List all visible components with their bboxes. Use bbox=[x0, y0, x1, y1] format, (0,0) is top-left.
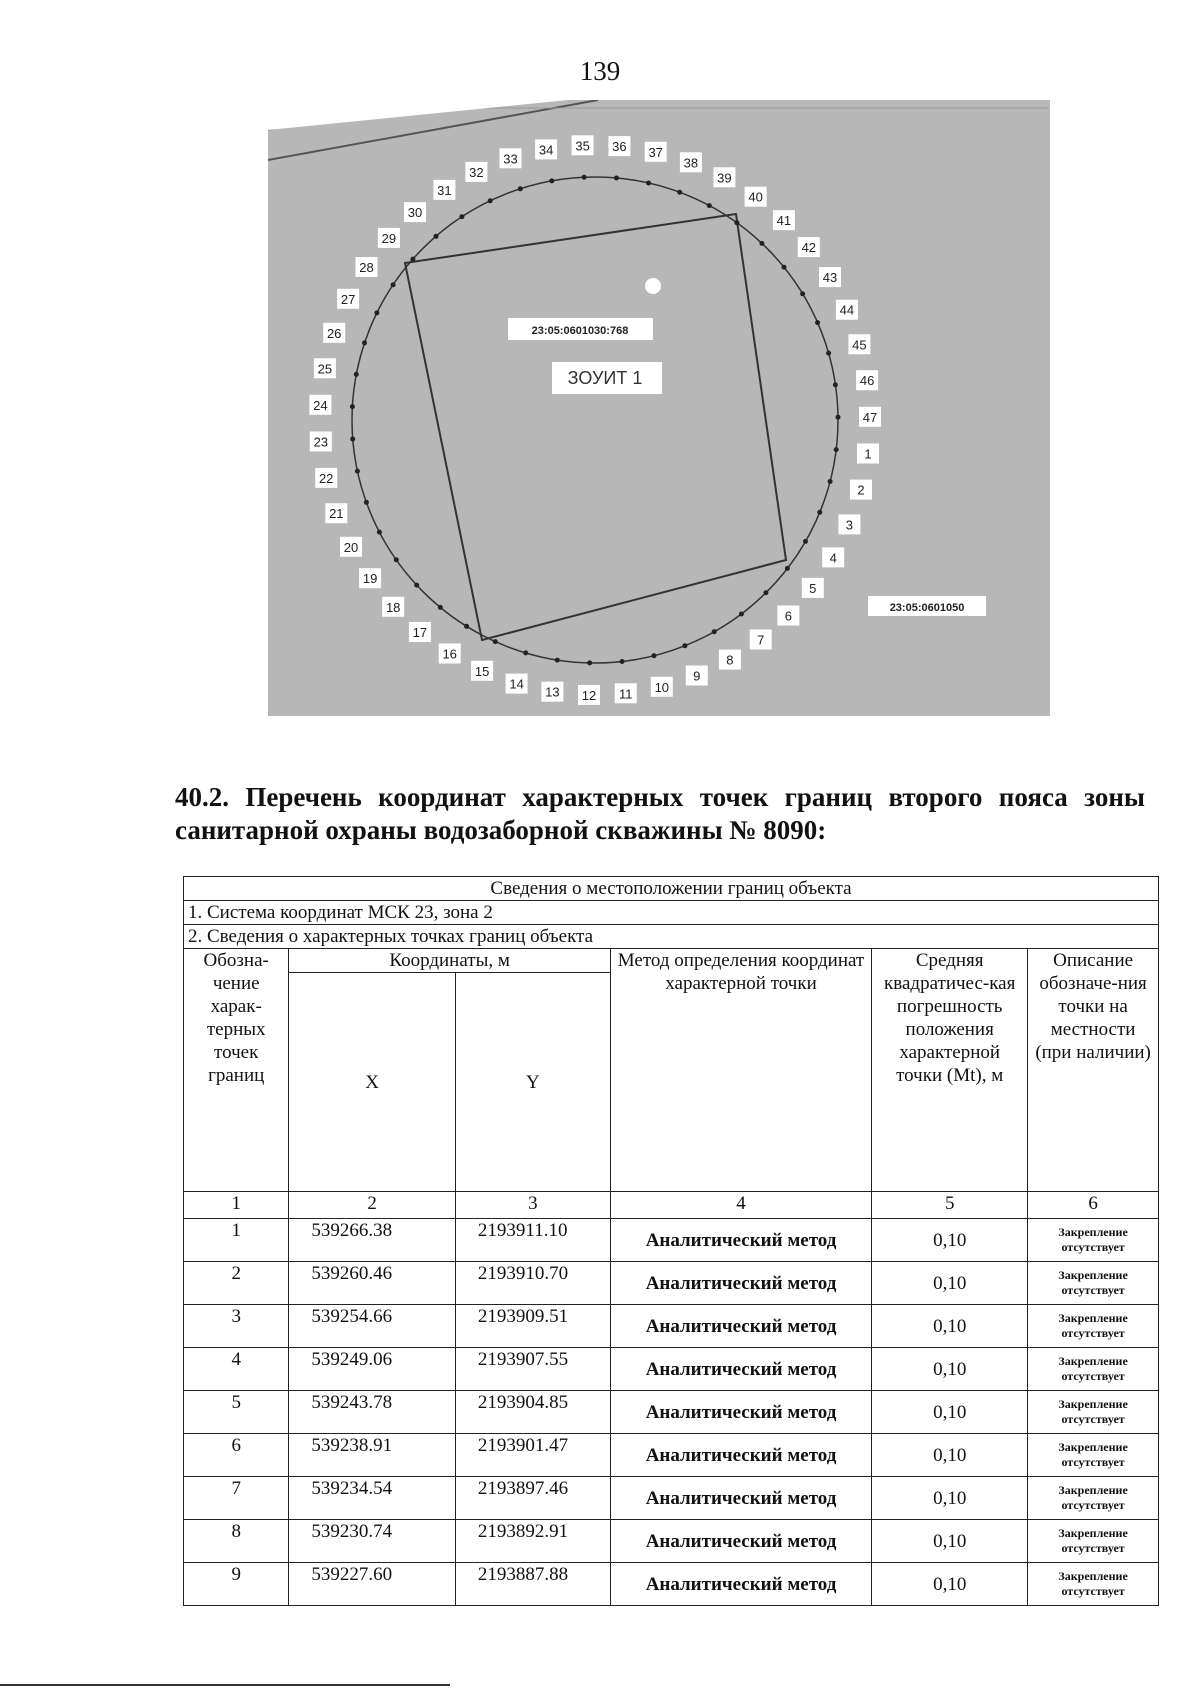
boundary-point-label: 21 bbox=[329, 506, 344, 522]
description-cell: Закрепление отсутствует bbox=[1028, 1391, 1159, 1434]
boundary-point-marker bbox=[394, 557, 399, 562]
cadastral-map bbox=[268, 100, 1050, 716]
boundary-point-marker bbox=[803, 539, 808, 544]
y-coordinate-cell: 2193892.91 bbox=[455, 1520, 610, 1563]
boundary-point-label: 34 bbox=[538, 142, 554, 158]
boundary-point-marker bbox=[763, 590, 768, 595]
method-cell: Аналитический метод bbox=[610, 1563, 871, 1606]
method-cell: Аналитический метод bbox=[610, 1391, 871, 1434]
page-number: 139 bbox=[579, 56, 621, 86]
boundary-point-label: 24 bbox=[313, 397, 328, 413]
boundary-point-marker bbox=[677, 190, 682, 195]
boundary-point-marker bbox=[828, 479, 833, 484]
description-cell: Закрепление отсутствует bbox=[1028, 1520, 1159, 1563]
accuracy-cell: 0,10 bbox=[872, 1348, 1028, 1391]
boundary-point-marker bbox=[555, 658, 560, 663]
boundary-point-marker bbox=[712, 629, 717, 634]
boundary-point-label: 4 bbox=[829, 550, 837, 566]
boundary-point-label: 11 bbox=[618, 686, 633, 702]
boundary-point-label: 40 bbox=[748, 189, 763, 205]
boundary-point-label: 7 bbox=[757, 632, 765, 648]
boundary-point-label: 17 bbox=[412, 625, 428, 640]
boundary-point-marker bbox=[362, 340, 367, 345]
description-cell: Закрепление отсутствует bbox=[1028, 1305, 1159, 1348]
method-cell: Аналитический метод bbox=[610, 1434, 871, 1477]
y-coordinate-cell: 2193909.51 bbox=[455, 1305, 610, 1348]
x-coordinate-cell: 539266.38 bbox=[289, 1219, 456, 1262]
boundary-point-marker bbox=[800, 291, 805, 296]
point-number-cell: 3 bbox=[184, 1305, 289, 1348]
boundary-point-marker bbox=[614, 176, 619, 181]
coordinates-table bbox=[183, 876, 1159, 1606]
header-accuracy: Средняя квадратичес-кая погрешность положения характерной точки (Mt), м bbox=[872, 949, 1028, 1192]
boundary-point-label: 18 bbox=[385, 599, 401, 615]
boundary-point-marker bbox=[355, 469, 360, 474]
accuracy-cell: 0,10 bbox=[872, 1262, 1028, 1305]
boundary-point-marker bbox=[438, 605, 443, 610]
boundary-point-label: 22 bbox=[318, 470, 334, 486]
boundary-point-label: 9 bbox=[693, 668, 701, 684]
boundary-point-marker bbox=[817, 510, 822, 515]
x-coordinate-cell: 539230.74 bbox=[289, 1520, 456, 1563]
boundary-point-label: 36 bbox=[612, 139, 627, 155]
boundary-point-marker bbox=[836, 415, 841, 420]
header-designation: Обозна-чение харак-терных точек границ bbox=[184, 949, 289, 1192]
boundary-point-label: 15 bbox=[474, 663, 490, 679]
boundary-point-label: 46 bbox=[859, 373, 875, 389]
header-description: Описание обозначе-ния точки на местности (при наличии) bbox=[1028, 949, 1159, 1192]
y-coordinate-cell: 2193887.88 bbox=[455, 1563, 610, 1606]
boundary-point-label: 5 bbox=[809, 580, 817, 596]
y-coordinate-cell: 2193904.85 bbox=[455, 1391, 610, 1434]
boundary-point-label: 42 bbox=[801, 240, 817, 256]
caption-text: Перечень координат характерных точек границ второго пояса зоны санитарной охраны водозаборной скважины № 8090: bbox=[175, 782, 1146, 845]
y-coordinate-cell: 2193897.46 bbox=[455, 1477, 610, 1520]
boundary-point-label: 1 bbox=[864, 446, 872, 462]
boundary-point-label: 29 bbox=[381, 230, 397, 246]
boundary-point-marker bbox=[493, 639, 498, 644]
y-coordinate-cell: 2193907.55 bbox=[455, 1348, 610, 1391]
boundary-point-marker bbox=[354, 372, 359, 377]
x-coordinate-cell: 539243.78 bbox=[289, 1391, 456, 1434]
method-cell: Аналитический метод bbox=[610, 1520, 871, 1563]
table-title: Сведения о местоположении границ объекта bbox=[184, 877, 1159, 901]
boundary-point-marker bbox=[826, 351, 831, 356]
boundary-point-marker bbox=[518, 186, 523, 191]
x-coordinate-cell: 539238.91 bbox=[289, 1434, 456, 1477]
boundary-point-marker bbox=[834, 447, 839, 452]
y-coordinate-cell: 2193910.70 bbox=[455, 1262, 610, 1305]
point-number-cell: 5 bbox=[184, 1391, 289, 1434]
boundary-point-marker bbox=[459, 214, 464, 219]
description-cell: Закрепление отсутствует bbox=[1028, 1434, 1159, 1477]
boundary-point-label: 39 bbox=[717, 170, 732, 186]
boundary-point-label: 44 bbox=[839, 302, 855, 318]
method-cell: Аналитический метод bbox=[610, 1219, 871, 1262]
boundary-point-marker bbox=[582, 175, 587, 180]
boundary-point-marker bbox=[350, 437, 355, 442]
description-cell: Закрепление отсутствует bbox=[1028, 1262, 1159, 1305]
boundary-point-label: 20 bbox=[343, 539, 359, 555]
column-number: 3 bbox=[455, 1192, 610, 1219]
boundary-point-label: 35 bbox=[575, 138, 590, 154]
boundary-point-label: 16 bbox=[442, 646, 457, 662]
accuracy-cell: 0,10 bbox=[872, 1391, 1028, 1434]
accuracy-cell: 0,10 bbox=[872, 1520, 1028, 1563]
method-cell: Аналитический метод bbox=[610, 1305, 871, 1348]
x-coordinate-cell: 539234.54 bbox=[289, 1477, 456, 1520]
boundary-point-label: 45 bbox=[852, 337, 867, 353]
description-cell: Закрепление отсутствует bbox=[1028, 1477, 1159, 1520]
boundary-point-label: 19 bbox=[362, 571, 378, 587]
boundary-point-label: 27 bbox=[340, 291, 356, 307]
boundary-point-label: 47 bbox=[862, 409, 878, 425]
map-white-area bbox=[268, 100, 568, 130]
description-cell: Закрепление отсутствует bbox=[1028, 1563, 1159, 1606]
accuracy-cell: 0,10 bbox=[872, 1477, 1028, 1520]
header-x: X bbox=[289, 973, 456, 1192]
table-row bbox=[184, 1563, 1159, 1606]
table-row bbox=[184, 1262, 1159, 1305]
boundary-point-marker bbox=[620, 659, 625, 664]
boundary-point-marker bbox=[549, 178, 554, 183]
table-coordinate-system: 1. Система координат МСК 23, зона 2 bbox=[184, 901, 1159, 925]
boundary-point-marker bbox=[739, 612, 744, 617]
point-number-cell: 6 bbox=[184, 1434, 289, 1477]
point-number-cell: 9 bbox=[184, 1563, 289, 1606]
boundary-point-marker bbox=[364, 500, 369, 505]
boundary-point-label: 8 bbox=[726, 652, 734, 668]
boundary-point-marker bbox=[734, 220, 739, 225]
boundary-point-marker bbox=[410, 257, 415, 262]
boundary-point-marker bbox=[682, 643, 687, 648]
boundary-point-label: 43 bbox=[822, 270, 838, 286]
boundary-point-label: 31 bbox=[437, 182, 452, 198]
boundary-point-label: 32 bbox=[469, 164, 484, 180]
boundary-point-marker bbox=[646, 181, 651, 186]
accuracy-cell: 0,10 bbox=[872, 1563, 1028, 1606]
boundary-point-label: 10 bbox=[654, 679, 670, 695]
y-coordinate-cell: 2193901.47 bbox=[455, 1434, 610, 1477]
column-number: 6 bbox=[1028, 1192, 1159, 1219]
y-coordinate-cell: 2193911.10 bbox=[455, 1219, 610, 1262]
description-cell: Закрепление отсутствует bbox=[1028, 1219, 1159, 1262]
table-row bbox=[184, 1520, 1159, 1563]
point-number-cell: 1 bbox=[184, 1219, 289, 1262]
header-y: Y bbox=[455, 973, 610, 1192]
boundary-point-label: 3 bbox=[845, 517, 854, 533]
boundary-point-label: 26 bbox=[326, 325, 342, 341]
x-coordinate-cell: 539254.66 bbox=[289, 1305, 456, 1348]
boundary-point-label: 41 bbox=[776, 213, 792, 229]
x-coordinate-cell: 539227.60 bbox=[289, 1563, 456, 1606]
table-row bbox=[184, 1219, 1159, 1262]
boundary-point-marker bbox=[391, 282, 396, 287]
caption-number: 40.2. bbox=[175, 782, 229, 812]
boundary-point-label: 14 bbox=[509, 676, 524, 692]
accuracy-cell: 0,10 bbox=[872, 1434, 1028, 1477]
table-row bbox=[184, 1391, 1159, 1434]
corner-parcel-label: 23:05:0601050 bbox=[889, 602, 965, 614]
accuracy-cell: 0,10 bbox=[872, 1305, 1028, 1348]
boundary-point-label: 30 bbox=[407, 205, 423, 221]
boundary-point-label: 12 bbox=[581, 687, 597, 703]
x-coordinate-cell: 539260.46 bbox=[289, 1262, 456, 1305]
method-cell: Аналитический метод bbox=[610, 1477, 871, 1520]
point-number-cell: 7 bbox=[184, 1477, 289, 1520]
column-number: 5 bbox=[872, 1192, 1028, 1219]
map-white-spot bbox=[645, 278, 661, 294]
header-method: Метод определения координат характерной точки bbox=[610, 949, 871, 1192]
column-number: 2 bbox=[289, 1192, 456, 1219]
boundary-point-label: 23 bbox=[313, 434, 329, 450]
boundary-point-label: 33 bbox=[503, 151, 518, 167]
boundary-point-marker bbox=[374, 310, 379, 315]
description-cell: Закрепление отсутствует bbox=[1028, 1348, 1159, 1391]
column-number: 1 bbox=[184, 1192, 289, 1219]
boundary-point-marker bbox=[833, 382, 838, 387]
map-drawing bbox=[268, 100, 1050, 716]
header-coordinates: Координаты, м bbox=[289, 949, 610, 973]
boundary-point-marker bbox=[377, 530, 382, 535]
method-cell: Аналитический метод bbox=[610, 1262, 871, 1305]
table-row bbox=[184, 1305, 1159, 1348]
boundary-point-marker bbox=[785, 566, 790, 571]
boundary-point-marker bbox=[488, 198, 493, 203]
boundary-point-label: 2 bbox=[857, 482, 865, 498]
point-number-cell: 4 bbox=[184, 1348, 289, 1391]
boundary-point-marker bbox=[523, 650, 528, 655]
section-caption bbox=[175, 781, 1145, 847]
method-cell: Аналитический метод bbox=[610, 1348, 871, 1391]
footnote-rule bbox=[0, 1684, 450, 1686]
parcel-boundary bbox=[405, 214, 786, 640]
boundary-point-marker bbox=[759, 241, 764, 246]
boundary-point-label: 6 bbox=[784, 608, 793, 624]
boundary-point-label: 37 bbox=[648, 144, 663, 160]
boundary-point-label: 28 bbox=[359, 260, 374, 275]
boundary-point-marker bbox=[815, 320, 820, 325]
parcel-label: 23:05:0601030:768 bbox=[531, 325, 629, 337]
boundary-point-marker bbox=[414, 583, 419, 588]
table-row bbox=[184, 1434, 1159, 1477]
point-number-cell: 2 bbox=[184, 1262, 289, 1305]
boundary-point-label: 13 bbox=[545, 684, 560, 700]
zone-label: ЗОУИТ 1 bbox=[567, 368, 643, 388]
boundary-point-marker bbox=[782, 265, 787, 270]
boundary-point-marker bbox=[434, 234, 439, 239]
boundary-point-marker bbox=[350, 404, 355, 409]
x-coordinate-cell: 539249.06 bbox=[289, 1348, 456, 1391]
table-section-title: 2. Сведения о характерных точках границ объекта bbox=[184, 925, 1159, 949]
point-number-cell: 8 bbox=[184, 1520, 289, 1563]
boundary-point-label: 38 bbox=[683, 155, 699, 171]
accuracy-cell: 0,10 bbox=[872, 1219, 1028, 1262]
boundary-point-marker bbox=[587, 660, 592, 665]
boundary-point-marker bbox=[707, 203, 712, 208]
boundary-point-label: 25 bbox=[317, 361, 333, 377]
boundary-point-marker bbox=[464, 624, 469, 629]
boundary-point-marker bbox=[652, 653, 657, 658]
table-row bbox=[184, 1348, 1159, 1391]
table-row bbox=[184, 1477, 1159, 1520]
column-number: 4 bbox=[610, 1192, 871, 1219]
